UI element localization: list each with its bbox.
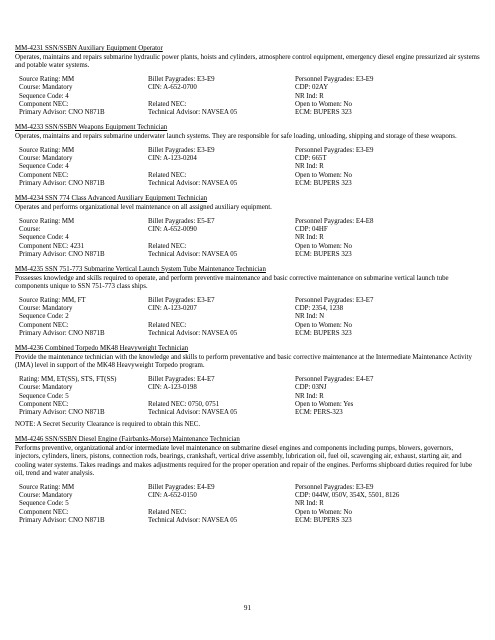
cin: CIN: A-123-0198 [148,384,197,392]
cin: CIN: A-652-0700 [148,84,197,92]
nec-entry-4233 [15,124,480,188]
cin: CIN: A-652-0090 [148,226,197,234]
open-to-women: Open to Women: Yes [295,400,354,408]
course: Course: Mandatory [19,492,73,500]
cin: CIN: A-123-0204 [148,155,197,163]
cdp: CDP: 02AY [295,84,329,92]
nec-details [19,76,480,117]
nec-entry-4234 [15,195,480,259]
nec-title: MM-4231 SSN/SSBN Auxiliary Equipment Operator [15,45,163,52]
sequence-code: Sequence Code: 4 [19,163,69,171]
primary-advisor: Primary Advisor: CNO N871B [19,179,105,187]
course: Course: Mandatory [19,84,73,92]
primary-advisor: Primary Advisor: CNO N871B [19,108,105,116]
sequence-code: Sequence Code: 5 [19,392,69,400]
personnel-paygrades: Personnel Paygrades: E3-E7 [295,297,374,305]
personnel-paygrades: Personnel Paygrades: E3-E9 [295,483,374,491]
course: Course: Mandatory [19,155,73,163]
detail-row [19,84,480,92]
detail-row [19,492,480,500]
cdp: CDP: 665T [295,155,327,163]
detail-row [19,393,480,401]
cdp: CDP: 04HF [295,226,328,234]
source-rating: Source Rating: MM [19,217,75,225]
related-nec: Related NEC: [148,508,187,516]
detail-row [19,163,480,171]
technical-advisor: Technical Advisor: NAVSEA 05 [148,179,238,187]
detail-row [19,517,480,525]
detail-row [19,218,480,226]
sequence-code: Sequence Code: 5 [19,500,69,508]
ecm: ECM: BUPERS 323 [295,329,352,337]
nr-ind: NR Ind: R [295,163,324,171]
detail-row [19,109,480,117]
ecm: ECM: BUPERS 323 [295,516,352,524]
component-nec: Component NEC: [19,171,69,179]
component-nec: Component NEC: [19,321,69,329]
nec-title: MM-4234 SSN 774 Class Advanced Auxiliary Equipment Technician [15,195,208,203]
nr-ind: NR Ind: R [295,392,324,400]
detail-row [19,322,480,330]
sequence-code: Sequence Code: 4 [19,92,69,100]
nec-description: Possesses knowledge and skills required to operate, and perform preventive maintenance and basic corrective maintenance on submarine vertical launch tube components unique to SSN 751-773 class ships. [15,274,449,290]
cdp: CDP: 044W, 050V, 354X, 5501, 8126 [295,492,400,500]
open-to-women: Open to Women: No [295,171,352,179]
nec-title: MM-4236 Combined Torpedo MK48 Heavyweight Technician [15,345,189,353]
detail-row [19,484,480,492]
nec-description: Operates, maintains and repairs submarine underwater launch systems. They are responsible for safe loading, unloading, shipping and storage of these weapons. [15,132,457,140]
detail-row [19,384,480,392]
detail-row [19,172,480,180]
ecm: ECM: BUPERS 323 [295,179,352,187]
detail-row [19,305,480,313]
nec-title: MM-4246 SSN/SSBN Diesel Engine (Fairbanks-Morse) Maintenance Technician [15,436,240,444]
personnel-paygrades: Personnel Paygrades: E3-E9 [295,76,374,84]
nec-details [19,376,480,417]
nec-entry-4235 [15,266,480,338]
nec-details [19,297,480,338]
source-rating: Source Rating: MM [19,483,75,491]
technical-advisor: Technical Advisor: NAVSEA 05 [148,516,238,524]
cdp: CDP: 2354, 1238 [295,305,344,313]
source-rating: Source Rating: MM, FT [19,297,86,305]
related-nec: Related NEC: [148,171,187,179]
component-nec: Component NEC: [19,100,69,108]
technical-advisor: Technical Advisor: NAVSEA 05 [148,409,238,417]
open-to-women: Open to Women: No [295,321,352,329]
empty-cell [148,234,295,242]
billet-paygrades: Billet Paygrades: E3-E7 [148,297,215,305]
empty-cell [148,313,295,321]
detail-row [19,376,480,384]
nr-ind: NR Ind: R [295,92,324,100]
billet-paygrades: Billet Paygrades: E3-E9 [148,147,215,155]
cdp: CDP: 03NJ [295,384,327,392]
related-nec: Related NEC: [148,242,187,250]
related-nec: Related NEC: [148,100,187,108]
nr-ind: NR Ind: N [295,313,325,321]
empty-cell [148,163,295,171]
course: Course: Mandatory [19,384,73,392]
billet-paygrades: Billet Paygrades: E4-E7 [148,376,215,384]
detail-row [19,93,480,101]
billet-paygrades: Billet Paygrades: E5-E7 [148,217,215,225]
technical-advisor: Technical Advisor: NAVSEA 05 [148,250,238,258]
detail-row [19,251,480,259]
detail-row [19,101,480,109]
nec-title: MM-4235 SSN 751-773 Submarine Vertical Launch System Tube Maintenance Technician [15,265,266,273]
detail-row [19,401,480,409]
detail-row [19,509,480,517]
detail-row [19,297,480,305]
primary-advisor: Primary Advisor: CNO N871B [19,250,105,258]
course: Course: [19,226,41,234]
sequence-code: Sequence Code: 4 [19,234,69,242]
primary-advisor: Primary Advisor: CNO N871B [19,409,105,417]
detail-row [19,313,480,321]
ecm: ECM: BUPERS 323 [295,108,352,116]
empty-cell [148,393,295,401]
security-clearance-note: NOTE: A Secret Security Clearance is required to obtain this NEC. [15,421,201,429]
open-to-women: Open to Women: No [295,100,352,108]
nr-ind: NR Ind: R [295,500,324,508]
open-to-women: Open to Women: No [295,242,352,250]
nec-details [19,484,480,525]
detail-row [19,155,480,163]
sequence-code: Sequence Code: 2 [19,313,69,321]
component-nec: Component NEC: [19,400,69,408]
nec-details [19,147,480,188]
detail-row [19,180,480,188]
related-nec: Related NEC: [148,321,187,329]
personnel-paygrades: Personnel Paygrades: E4-E7 [295,376,374,384]
source-rating: Source Rating: MM [19,147,75,155]
component-nec: Component NEC: 4231 [19,242,85,250]
empty-cell [148,500,295,508]
personnel-paygrades: Personnel Paygrades: E4-E8 [295,217,374,225]
personnel-paygrades: Personnel Paygrades: E3-E9 [295,147,374,155]
cin: CIN: A-652-0150 [148,492,197,500]
nec-description: Operates and performs organizational level maintenance on all assigned auxiliary equipment. [15,203,272,211]
detail-row [19,226,480,234]
open-to-women: Open to Women: No [295,508,352,516]
nec-description: Operates, maintains and repairs submarine hydraulic power plants, hoists and cylinders, atmosphere control equipment, emergency diesel engine pressurized air systems and potable water systems. [15,53,480,69]
detail-row [19,243,480,251]
primary-advisor: Primary Advisor: CNO N871B [19,516,105,524]
billet-paygrades: Billet Paygrades: E4-E9 [148,483,215,491]
related-nec: Related NEC: 0750, 0751 [148,400,220,408]
primary-advisor: Primary Advisor: CNO N871B [19,329,105,337]
detail-row [19,330,480,338]
ecm: ECM: PERS-323 [295,409,343,417]
detail-row [19,409,480,417]
nec-entry-4231 [15,45,480,117]
document-page [15,45,480,532]
nec-title: MM-4233 SSN/SSBN Weapons Equipment Technician [15,124,168,132]
nec-entry-4236 [15,345,480,417]
nr-ind: NR Ind: R [295,234,324,242]
page-number: 91 [243,604,252,612]
nec-details [19,218,480,259]
nec-entry-4246 [15,436,480,525]
billet-paygrades: Billet Paygrades: E3-E9 [148,76,215,84]
source-rating: Source Rating: MM [19,76,75,84]
cin: CIN: A-123-0207 [148,305,197,313]
detail-row [19,234,480,242]
detail-row [19,76,480,84]
nec-description: Provide the maintenance technician with the knowledge and skills to perform preventative and basic corrective maintenance at the Intermediate Maintenance Activity (IMA) level in support of the MK48 Heavyweight Torpedo program. [15,353,472,369]
detail-row [19,147,480,155]
component-nec: Component NEC: [19,508,69,516]
source-rating: Rating: MM, ET(SS), STS, FT(SS) [19,376,117,384]
ecm: ECM: BUPERS 323 [295,250,352,258]
technical-advisor: Technical Advisor: NAVSEA 05 [148,329,238,337]
course: Course: Mandatory [19,305,73,313]
technical-advisor: Technical Advisor: NAVSEA 05 [148,108,238,116]
nec-description: Performs preventive, organizational and/or intermediate level maintenance on submarine diesel engines and components including pumps, blowers, governors, injectors, cylinders, liners, pistons, connection rods, bearings, crankshaft, vertical drive assembly, lubrication oil, fuel oil, scavenging air, exhaust, starting air, and cooling water systems. Takes readings and makes adjustments required for the proper operation and repair of the engines. Performs shipboard duties required for lube oil, trend and water analysis. [15,445,472,477]
empty-cell [148,93,295,101]
detail-row [19,500,480,508]
